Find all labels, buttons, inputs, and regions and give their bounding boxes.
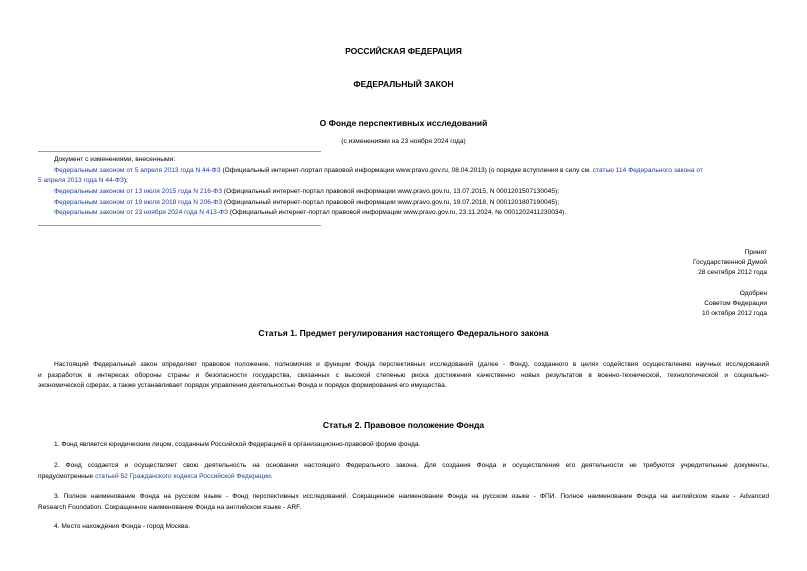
amendment-text: (Официальный интернет-портал правовой информации www.pravo.gov.ru, 19.07.2018, N 0001201807190045);	[222, 199, 560, 206]
amendment-item	[54, 208, 566, 219]
paragraph-line: Настоящий Федеральный закон определяет правовое положение, полномочия и функции Фонда перспективных исследований (далее - Фонд), созданного в целях содействия осуществлению научных исследований	[54, 361, 769, 368]
amendment-link[interactable]: Федеральным законом от 5 апреля 2013 года N 44-ФЗ	[54, 167, 221, 174]
article2-title: Статья 2. Правовое положение Фонда	[322, 420, 485, 430]
civil-code-link[interactable]: статьей 52 Гражданского кодекса Российской Федерации	[95, 472, 271, 480]
accepted-line: Принят	[744, 249, 767, 256]
law-type-heading: ФЕДЕРАЛЬНЫЙ ЗАКОН	[353, 79, 454, 89]
accepted-date: 28 сентября 2012 года	[698, 269, 767, 276]
approved-date: 10 октября 2012 года	[702, 310, 767, 317]
approved-body: Советом Федерации	[704, 300, 767, 307]
amendment-text: );	[123, 177, 128, 184]
amendment-item-continuation	[38, 176, 128, 187]
amendment-item	[54, 198, 559, 209]
law-title: О Фонде перспективных исследований	[319, 118, 488, 128]
article2-point2	[38, 461, 769, 482]
amendments-intro: Документ с изменениями, внесенными:	[54, 156, 176, 163]
amendment-link[interactable]: 5 апреля 2013 года N 44-ФЗ	[38, 177, 124, 184]
approved-line: Одобрен	[739, 290, 767, 297]
amendment-link[interactable]: Федеральным законом от 23 ноября 2024 года N 413-ФЗ	[54, 209, 229, 216]
amendment-text: (Официальный интернет-портал правовой информации www.pravo.gov.ru, 08.04.2013) (о порядке вступления в силу см.	[220, 167, 593, 174]
country-heading: РОССИЙСКАЯ ФЕДЕРАЦИЯ	[345, 46, 462, 56]
edition-note: (с изменениями на 23 ноября 2024 года)	[341, 138, 466, 145]
paragraph-line: 3. Полное наименование Фонда на русском языке - Фонд перспективных исследований. Сокращенное наименование Фонда на русском языке - ФПИ. Полное наименование Фонда на английском языке - Advanced	[54, 493, 769, 500]
amendment-item	[54, 166, 703, 177]
accepted-body: Государственной Думой	[693, 259, 767, 266]
amendment-item	[54, 187, 559, 198]
article1-paragraph	[38, 360, 769, 392]
amendment-text: (Официальный интернет-портал правовой информации www.pravo.gov.ru, 23.11.2024, № 0001202411230034).	[228, 209, 567, 216]
article1-title: Статья 1. Предмет регулирования настоящего Федерального закона	[258, 328, 549, 338]
amendment-text: (Официальный интернет-портал правовой информации www.pravo.gov.ru, 13.07.2015, N 0001201507130045);	[222, 188, 560, 195]
text-fragment: предусмотренные	[38, 472, 96, 480]
paragraph-line: Research Foundation. Сокращенное наименование Фонда на английском языке - ARF.	[38, 503, 302, 511]
paragraph-line: и разработок в интересах обороны страны и безопасности государства, связанных с высокой степенью риска достижения качественно новых результатов в военно-технической, технологической и социально-	[38, 371, 769, 379]
paragraph-line: 2. Фонд создается и осуществляет свою деятельность на основании настоящего Федерального закона. Для создания Фонда и осуществления его деятельности не требуются учредительные документы,	[54, 462, 769, 469]
article2-point3	[38, 492, 769, 513]
paragraph-line	[38, 472, 769, 483]
paragraph-line: экономической сферах, а также устанавливает порядок управления деятельностью Фонда и порядок формирования его имущества.	[38, 382, 447, 389]
amendment-article-link[interactable]: статью 114 Федерального закона от	[592, 167, 703, 174]
article2-point4: 4. Место нахождения Фонда - город Москва.	[54, 523, 190, 530]
top-divider	[38, 151, 321, 152]
amendment-link[interactable]: Федеральным законом от 19 июля 2018 года N 206-ФЗ	[54, 199, 223, 206]
text-fragment: .	[270, 472, 273, 480]
bottom-divider	[38, 225, 321, 226]
article2-point1: 1. Фонд является юридическим лицом, созданным Российской Федерацией в организационно-правовой форме фонда.	[54, 441, 421, 448]
amendment-link[interactable]: Федеральным законом от 13 июля 2015 года N 216-ФЗ	[54, 188, 223, 195]
